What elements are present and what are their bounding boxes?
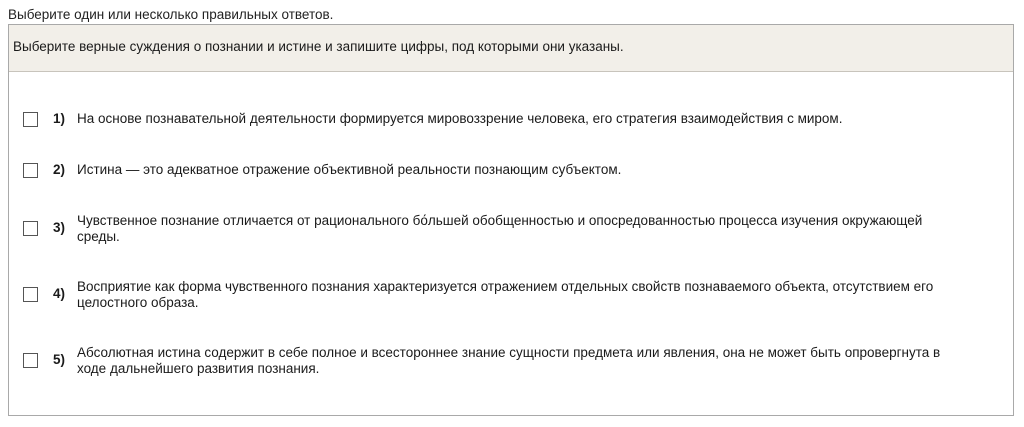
option-1[interactable] bbox=[9, 102, 1013, 136]
question-prompt: Выберите верные суждения о познании и истине и запишите цифры, под которыми они указаны. bbox=[9, 25, 1013, 72]
option-2-text: Истина — это адекватное отражение объективной реальности познающим субъектом. bbox=[77, 162, 622, 177]
option-1-number: 1) bbox=[53, 111, 66, 126]
option-3-text: Чувственное познание отличается от рационального бо́льшей обобщенностью и опосредованностью процесса изучения окружающей среды. bbox=[77, 213, 923, 244]
option-5-text: Абсолютная истина содержит в себе полное и всестороннее знание сущности предмета или явления, она не может быть опровергнута в ходе дальнейшего развития познания. bbox=[77, 345, 941, 376]
instruction-text: Выберите один или несколько правильных ответов. bbox=[8, 7, 334, 22]
option-3[interactable] bbox=[9, 204, 1013, 252]
option-4[interactable] bbox=[9, 270, 1013, 318]
option-3-checkbox[interactable] bbox=[23, 221, 38, 236]
option-2[interactable] bbox=[9, 153, 1013, 187]
question-box bbox=[8, 24, 1014, 416]
option-4-number: 4) bbox=[53, 286, 66, 301]
option-3-number: 3) bbox=[53, 220, 66, 235]
option-5[interactable] bbox=[9, 336, 1013, 384]
option-1-text: На основе познавательной деятельности формируется мировоззрение человека, его стратегия взаимодействия с миром. bbox=[77, 111, 843, 126]
option-4-text: Восприятие как форма чувственного познания характеризуется отражением отдельных свойств познаваемого объекта, отсутствием его целостного образа. bbox=[77, 279, 934, 310]
option-4-checkbox[interactable] bbox=[23, 287, 38, 302]
option-5-number: 5) bbox=[53, 352, 66, 367]
option-1-checkbox[interactable] bbox=[23, 112, 38, 127]
option-2-checkbox[interactable] bbox=[23, 163, 38, 178]
option-2-number: 2) bbox=[53, 162, 66, 177]
option-5-checkbox[interactable] bbox=[23, 353, 38, 368]
